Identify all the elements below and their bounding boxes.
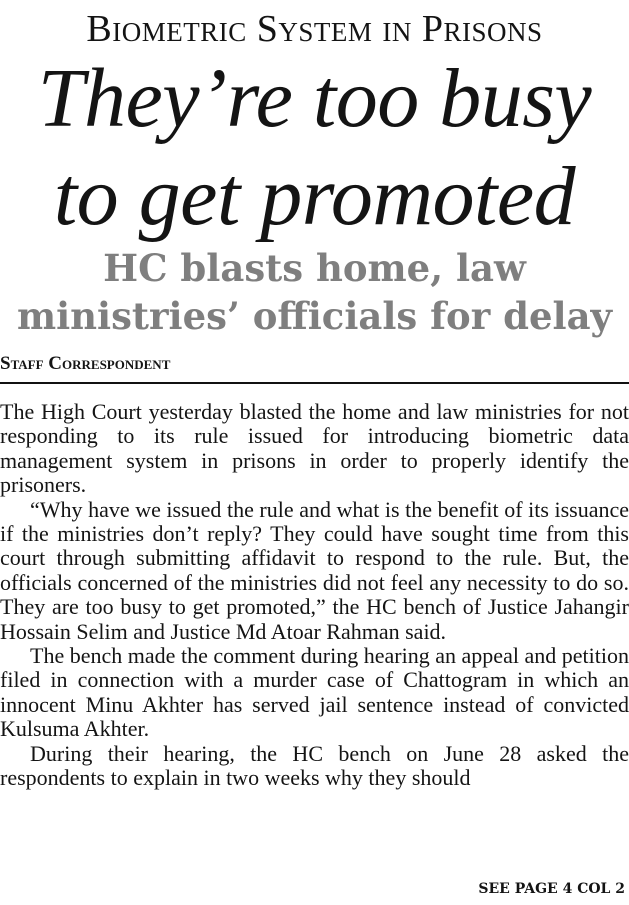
body-paragraph-3: The bench made the comment during hearing an appeal and petition filed in connection with a murder case of Chattogram in which an innocent Minu Akhter has served jail sentence instead of convicted Kulsuma Akhter. xyxy=(0,643,629,742)
subhead-line-1: HC blasts home, law xyxy=(103,246,526,290)
body-paragraph-2: “Why have we issued the rule and what is the benefit of its issuance if the ministries don’t reply? They could have sought time from this court through submitting affidavit to respond to the rule. But, the officials concerned of the ministries did not feel any necessity to do so. They are too busy to get promoted,” the HC bench of Justice Jahangir Hossain Selim and Justice Md Atoar Rahman said. xyxy=(0,496,629,644)
article-body xyxy=(0,400,629,791)
continuation-jump-line: SEE PAGE 4 COL 2 xyxy=(478,881,625,897)
subhead-line-2: ministries’ officials for delay xyxy=(16,294,613,338)
byline-divider xyxy=(0,382,629,384)
article-headline xyxy=(0,50,629,246)
headline-line-2: to get promoted xyxy=(53,150,576,243)
article-kicker: Biometric System in Prisons xyxy=(86,8,543,50)
article-subhead xyxy=(0,244,629,340)
body-paragraph-4: During their hearing, the HC bench on June 28 asked the respondents to explain in two weeks why they should xyxy=(0,740,629,791)
headline-line-1: They’re too busy xyxy=(37,52,592,145)
body-paragraph-1: The High Court yesterday blasted the home and law ministries for not responding to its rule issued for introducing biometric data management system in prisons in order to properly identify the prisoners. xyxy=(0,399,629,498)
byline: Staff Correspondent xyxy=(0,353,171,374)
